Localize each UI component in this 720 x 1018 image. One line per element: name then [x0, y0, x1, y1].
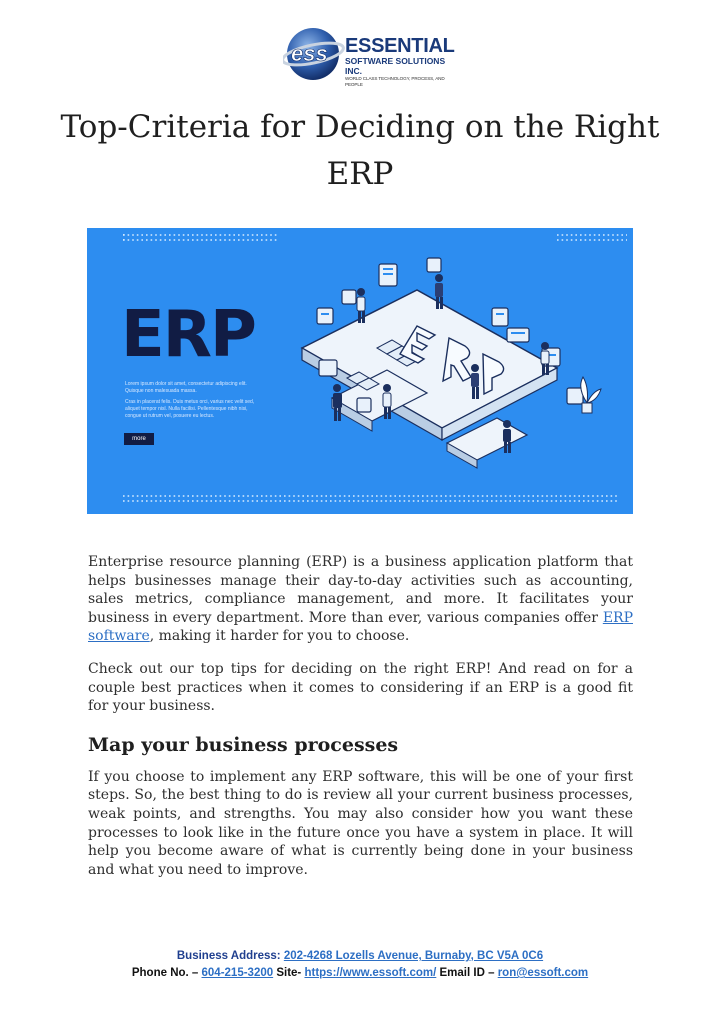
hero-erp-text: ERP: [121, 298, 255, 372]
section-paragraph: If you choose to implement any ERP software, this will be one of your first steps. So, the best thing to do is review all your current business processes, weak points, and strengths. You may also consider how you want these processes to look like in the future once you have a system in place. It will help you become aware of what is currently being done in your business and what you need to improve.: [88, 768, 633, 878]
site-label: Site-: [276, 967, 302, 979]
logo-subtitle: SOFTWARE SOLUTIONS INC.: [345, 56, 446, 76]
hero-lorem-2: Cras in placerat felis. Duis metus orci, varius nec velit sed, aliquet tempor nisl. Nulla facilisi. Pellentesque nibh nisi, congue ut rutrum vel, posuere eu lectus.: [125, 399, 255, 419]
tips-paragraph: Check out our top tips for deciding on the right ERP! And read on for a couple best practices when it comes to considering if an ERP is a good fit for your business.: [88, 660, 633, 715]
hero-lorem-1: Lorem ipsum dolor sit amet, consectetur adipiscing elit. Quisque non malesuada massa.: [125, 381, 247, 394]
footer-address-line: [60, 948, 660, 965]
globe-icon: [283, 24, 347, 84]
footer-contact-line: [60, 965, 660, 982]
svg-text:ess: ess: [291, 41, 328, 66]
person-5: [383, 384, 391, 419]
person-2: [435, 274, 443, 309]
address-link[interactable]: 202-4268 Lozells Avenue, Burnaby, BC V5A 0C6: [283, 950, 544, 962]
site-link[interactable]: https://www.essoft.com/: [304, 967, 437, 979]
page-footer: [60, 948, 660, 982]
phone-label: Phone No. –: [131, 967, 199, 979]
isometric-platform: [302, 290, 557, 468]
hero-image: [87, 228, 633, 514]
logo-tagline: WORLD CLASS TECHNOLOGY, PROCESS, AND PEOPLE: [345, 76, 445, 87]
person-4: [333, 384, 342, 421]
logo-name: ESSENTIAL: [345, 35, 455, 57]
article-body: [88, 553, 633, 879]
plant-decoration: [581, 377, 601, 413]
hero-more-button: more: [124, 433, 154, 445]
person-7: [503, 420, 511, 453]
page-title: Top-Criteria for Deciding on the Right ERP: [60, 109, 660, 192]
intro-paragraph: [88, 553, 633, 646]
person-3: [541, 342, 549, 375]
phone-link[interactable]: 604-215-3200: [201, 967, 274, 979]
person-6: [471, 364, 479, 399]
email-label: Email ID –: [439, 967, 495, 979]
address-label: Business Address:: [176, 950, 281, 962]
hero-placeholder-text: [125, 381, 265, 424]
person-1: [357, 288, 365, 323]
intro-text-1: Enterprise resource planning (ERP) is a business application platform that helps businesses manage their day-to-day activities such as accounting, sales metrics, compliance management, and more. It facilitates your business in every department. More than ever, various companies offer: [88, 554, 633, 626]
erp-software-link[interactable]: ERP software: [88, 609, 633, 645]
section-heading: Map your business processes: [88, 733, 399, 756]
company-logo: [283, 24, 455, 87]
email-link[interactable]: ron@essoft.com: [497, 967, 589, 979]
intro-text-2: , making it harder for you to choose.: [149, 628, 410, 645]
